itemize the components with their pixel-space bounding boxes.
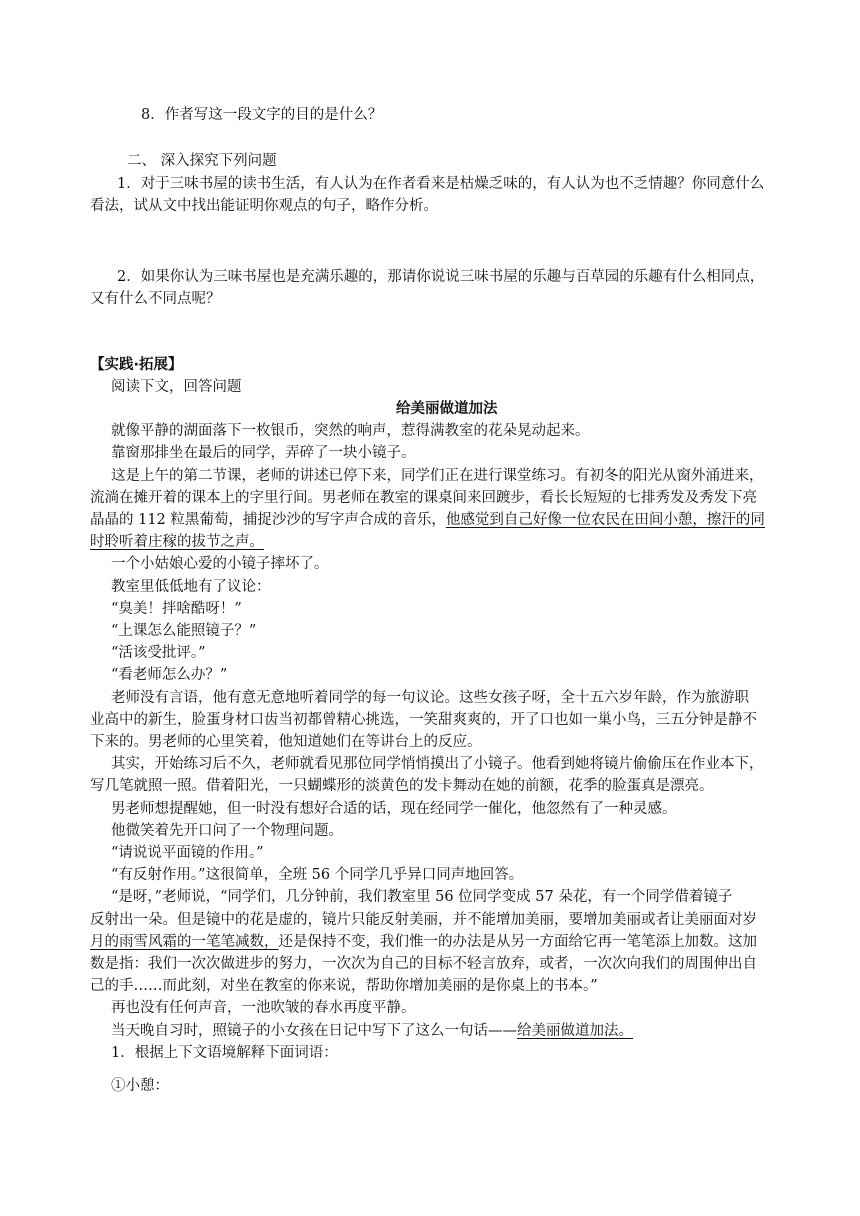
paragraph xyxy=(90,932,757,952)
paragraph: 业高中的新生，脸蛋身材口齿当初都曾精心挑选，一笑甜爽爽的，开了口也如一巢小鸟，三五分钟是静不 xyxy=(90,712,757,728)
quote: “臭美！拌啥酷呀！” xyxy=(111,601,242,617)
instruction: 阅读下文，回答问题 xyxy=(111,379,242,395)
paragraph: 教室里低低地有了议论： xyxy=(111,579,271,595)
paragraph: 下来的。男老师的心里笑着，他知道她们在等讲台上的反应。 xyxy=(90,734,482,750)
paragraph: 再也没有任何声音，一池吹皱的春水再度平静。 xyxy=(111,1000,416,1016)
article-title: 给美丽做道加法 xyxy=(396,401,498,417)
paragraph: 男老师想提醒她，但一时没有想好合适的话，现在经同学一催化，他忽然有了一种灵感。 xyxy=(111,801,677,817)
practice-heading: 【实践·拓展】 xyxy=(90,357,183,373)
paragraph: 靠窗那排坐在最后的同学，弄碎了一块小镜子。 xyxy=(111,445,416,461)
quote: “上课怎么能照镜子？” xyxy=(111,623,257,639)
paragraph xyxy=(111,1021,633,1041)
underlined-sentence: 给美丽做道加法。 xyxy=(517,1023,633,1039)
question-1-line-2: 看法，试从文中找出能证明你观点的句子，略作分析。 xyxy=(90,198,438,214)
quote: “看老师怎么办？” xyxy=(111,667,228,683)
paragraph: 己的手……而此刻，对坐在教室的你来说，帮助你增加美丽的是你桌上的书本。” xyxy=(90,978,598,994)
text: 还是保持不变，我们惟一的办法是从另一方面给它再一笔笔添上加数。这加 xyxy=(278,934,757,950)
paragraph: 流淌在摊开着的课本上的字里行间。男老师在教室的课桌间来回踱步，看长长短短的七排秀发及秀发下亮 xyxy=(90,490,757,506)
text: 晶晶的 112 粒黑葡萄，捕捉沙沙的写字声合成的音乐， xyxy=(90,512,446,528)
paragraph: 一个小姑娘心爱的小镜子摔坏了。 xyxy=(111,556,329,572)
quote: “活该受批评。” xyxy=(111,645,206,661)
paragraph xyxy=(90,510,765,530)
question-8: 8．作者写这一段文字的目的是什么？ xyxy=(141,107,383,123)
paragraph: 就像平静的湖面落下一枚银币，突然的响声，惹得满教室的花朵晃动起来。 xyxy=(111,423,590,439)
task-1-item-1: ①小憩： xyxy=(111,1078,169,1094)
underlined-sentence: 月的雨雪风霜的一笔笔减数， xyxy=(90,934,279,950)
paragraph xyxy=(90,532,264,552)
paragraph: 写几笔就照一照。借着阳光，一只蝴蝶形的淡黄色的发卡舞动在她的前额，花季的脸蛋真是漂亮。 xyxy=(90,778,714,794)
text: 当天晚自习时，照镜子的小女孩在日记中写下了这么一句话—— xyxy=(111,1023,517,1039)
section-heading: 二、 深入探究下列问题 xyxy=(127,153,277,169)
paragraph: 反射出一朵。但是镜中的花是虚的，镜片只能反射美丽，并不能增加美丽，要增加美丽或者让美丽面对岁 xyxy=(90,912,757,928)
question-2-line-2: 又有什么不同点呢？ xyxy=(90,291,221,307)
paragraph: “是呀，”老师说，“同学们，几分钟前，我们教室里 56 位同学变成 57 朵花，有一个同学借着镜子 xyxy=(111,889,733,905)
paragraph: 数是指：我们一次次做进步的努力，一次次为自己的目标不轻言放弃，或者，一次次向我们的周围伸出自 xyxy=(90,956,757,972)
paragraph: “有反射作用。”这很简单，全班 56 个同学几乎异口同声地回答。 xyxy=(111,867,524,883)
question-1-line-1: 1．对于三味书屋的读书生活，有人认为在作者看来是枯燥乏味的，有人认为也不乏情趣？你同意什么 xyxy=(117,176,765,192)
paragraph: “请说说平面镜的作用。” xyxy=(111,845,264,861)
question-2-line-1: 2．如果你认为三味书屋也是充满乐趣的，那请你说说三味书屋的乐趣与百草园的乐趣有什么相同点， xyxy=(117,269,765,285)
paragraph: 老师没有言语，他有意无意地听着同学的每一句议论。这些女孩子呀，全十五六岁年龄，作为旅游职 xyxy=(111,690,749,706)
paragraph: 其实，开始练习后不久，老师就看见那位同学悄悄摸出了小镜子。他看到她将镜片偷偷压在作业本下， xyxy=(111,756,764,772)
underlined-sentence: 他感觉到自己好像一位农民在田间小憩，擦汗的同 xyxy=(445,512,765,528)
paragraph: 这是上午的第二节课，老师的讲述已停下来，同学们正在进行课堂练习。有初冬的阳光从窗外涌进来， xyxy=(111,468,764,484)
task-1: 1．根据上下文语境解释下面词语： xyxy=(111,1045,338,1061)
underlined-sentence: 时聆听着庄稼的拔节之声。 xyxy=(90,534,264,550)
paragraph: 他微笑着先开口问了一个物理问题。 xyxy=(111,823,343,839)
